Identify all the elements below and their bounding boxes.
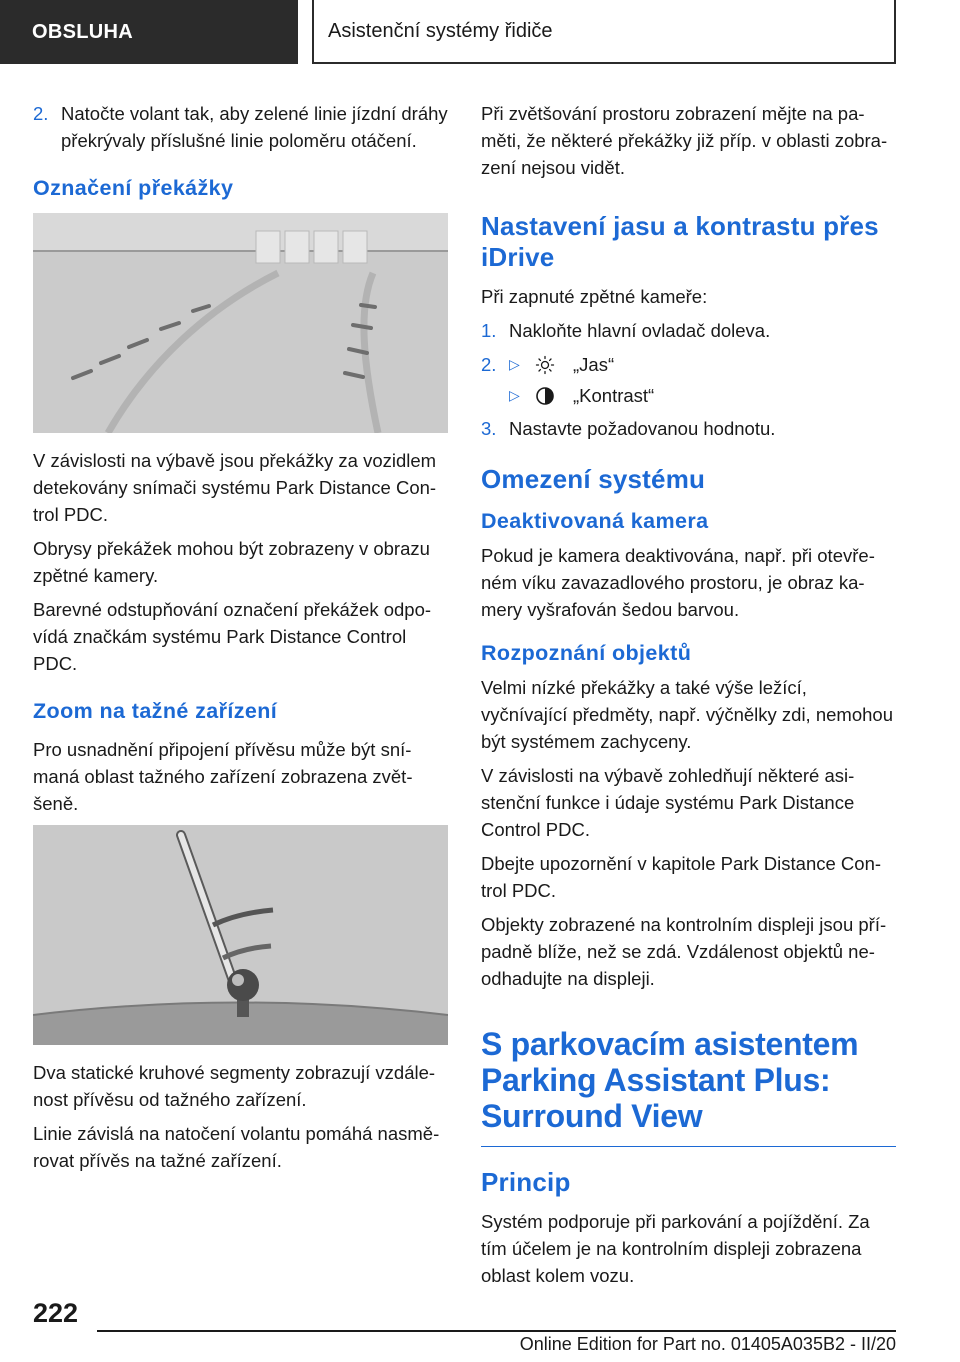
section-title: OBSLUHA — [32, 20, 133, 43]
chapter-tab — [312, 0, 896, 64]
paragraph: Pokud je kamera deaktivována, např. při otevřeném víku zavazadlového prostoru, je obraz kamery vyšrafován šedou barvou. — [481, 545, 875, 620]
step-number: 2. — [33, 103, 49, 124]
step-options — [509, 351, 896, 378]
heading-deactivated-camera: Deaktivovaná kamera — [481, 509, 709, 533]
step-2 — [33, 100, 448, 154]
paragraph: Barevné odstupňování označení překážek odpovídá značkám systému Park Distance Control PDC. — [33, 599, 432, 674]
heading-brightness-contrast: Nastavení jasu a kontrastu přes iDrive — [481, 211, 879, 272]
option-contrast-row — [481, 382, 896, 409]
paragraph: Pro usnadnění připojení přívěsu může být snímaná oblast tažného zařízení zobrazena zvětšeně. — [33, 739, 413, 814]
section-tab — [0, 0, 298, 64]
right-column — [481, 100, 896, 1296]
paragraph: Při zvětšování prostoru zobrazení mějte na paměti, že některé překážky již příp. v oblasti zobrazení nejsou vidět. — [481, 103, 888, 178]
heading-system-limits: Omezení systému — [481, 464, 706, 494]
heading-principle: Princip — [481, 1167, 571, 1197]
heading-zoom: Zoom na tažné zařízení — [33, 699, 278, 723]
heading-parking-assistant: S parkovacím asistentem Parking Assistant Plus: Surround View — [481, 1026, 859, 1134]
paragraph: Obrysy překážek mohou být zobrazeny v obrazu zpětné kamery. — [33, 538, 430, 586]
contrast-icon — [535, 386, 565, 406]
obstacle-marking-figure — [33, 213, 448, 433]
step-text: Natočte volant tak, aby zelené linie jízdní dráhy překrývaly příslušné linie poloměru otáčení. — [61, 103, 448, 151]
section-heading-wrap — [481, 1026, 896, 1147]
step-number: 1. — [481, 320, 497, 341]
paragraph: Objekty zobrazené na kontrolním displeji jsou případně blíže, než se zdá. Vzdálenost objektů neodhadujte na displeji. — [481, 914, 887, 989]
option-jas: „Jas“ — [573, 354, 615, 375]
paragraph: Systém podporuje při parkování a pojíždění. Za tím účelem je na kontrolním displeji zobrazena oblast kolem vozu. — [481, 1211, 870, 1286]
heading-obstacle-marking: Označení překážky — [33, 176, 234, 200]
edition-note: Online Edition for Part no. 01405A035B2 - II/20 — [519, 1334, 896, 1354]
paragraph: Dva statické kruhové segmenty zobrazují vzdálenost přívěsu od tažného zařízení. — [33, 1062, 436, 1110]
paragraph: Velmi nízké překážky a také výše ležící, vyčnívající předměty, např. výčnělky zdi, nemohou být systémem zachyceny. — [481, 677, 893, 752]
step-2 — [481, 351, 896, 378]
heading-object-recognition: Rozpoznání objektů — [481, 641, 692, 665]
step-1 — [481, 317, 896, 344]
sun-icon — [535, 355, 565, 375]
step-3 — [481, 415, 896, 442]
page-number: 222 — [33, 1298, 79, 1328]
step-text: Nastavte požadovanou hodnotu. — [509, 418, 776, 439]
left-column — [33, 100, 448, 1181]
paragraph: V závislosti na výbavě jsou překážky za vozidlem detekovány snímači systému Park Distance Control PDC. — [33, 450, 437, 525]
footer-divider — [97, 1330, 896, 1332]
option-kontrast: „Kontrast“ — [573, 385, 655, 406]
tow-hitch-zoom-figure — [33, 825, 448, 1045]
step-number: 3. — [481, 418, 497, 439]
paragraph: Při zapnuté zpětné kameře: — [481, 286, 708, 307]
chapter-title: Asistenční systémy řidiče — [328, 19, 553, 42]
paragraph: Linie závislá na natočení volantu pomáhá nasměrovat přívěs na tažné zařízení. — [33, 1123, 440, 1171]
paragraph: Dbejte upozornění v kapitole Park Distance Control PDC. — [481, 853, 882, 901]
triangle-bullet-icon: ▷ — [509, 387, 520, 403]
step-number: 2. — [481, 354, 497, 375]
triangle-bullet-icon: ▷ — [509, 356, 520, 372]
paragraph: V závislosti na výbavě zohledňují některé asistenční funkce i údaje systému Park Distance Control PDC. — [481, 765, 855, 840]
step-text: Nakloňte hlavní ovladač doleva. — [509, 320, 771, 341]
